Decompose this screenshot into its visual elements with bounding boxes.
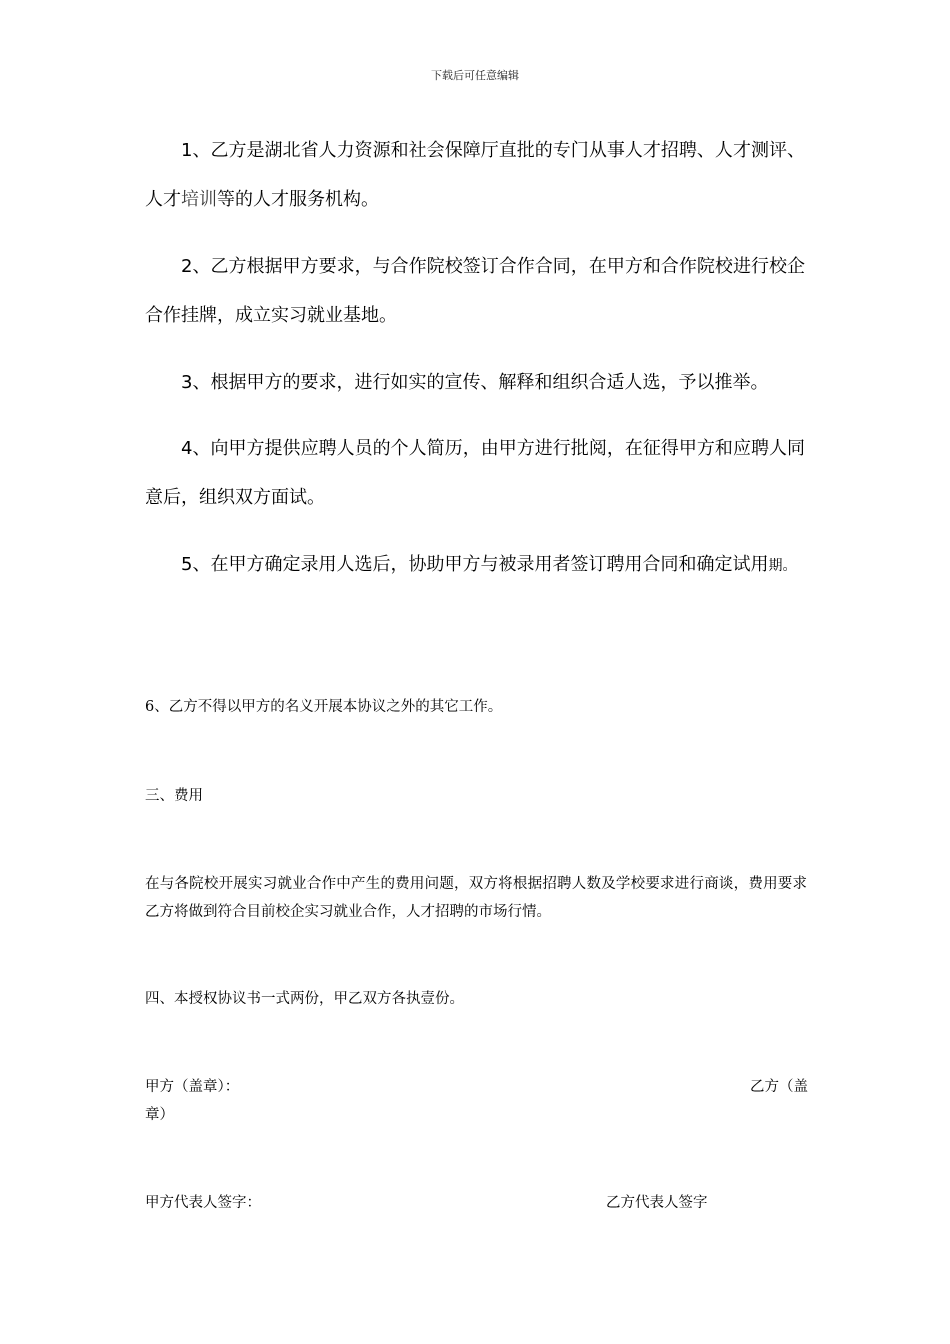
page-header-watermark: 下载后可任意编辑 [431, 69, 519, 82]
section-4-text: 四、本授权协议书一式两份，甲乙双方各执壹份。 [145, 991, 464, 1007]
clause-1-text-a: 1、乙方是湖北省人力资源和社会保障厅直批的专门从事人才招聘、人才测评、人才 [145, 140, 805, 210]
clause-1-text-c: 等的人才服务机构。 [217, 189, 379, 210]
clause-1-text-b: 培训 [181, 189, 217, 210]
section-3-body: 在与各院校开展实习就业合作中产生的费用问题，双方将根据招聘人数及学校要求进行商谈，费用要求乙方将做到符合目前校企实习就业合作，人才招聘的市场行情。 [145, 876, 807, 920]
clause-5 [145, 540, 805, 591]
clause-5-tail: 期。 [768, 558, 797, 574]
section-3-heading: 三、费用 [145, 788, 203, 804]
party-b-seal-label-continued: 章） [145, 1107, 174, 1123]
party-b-representative-signature-label: 乙方代表人签字 [606, 1195, 708, 1211]
clause-2: 2、乙方根据甲方要求，与合作院校签订合作合同，在甲方和合作院校进行校企合作挂牌，成立实习就业基地。 [145, 256, 805, 326]
party-a-representative-signature-label: 甲方代表人签字： [145, 1195, 261, 1211]
party-a-seal-label: 甲方（盖章）： [145, 1079, 240, 1095]
clause-3: 3、根据甲方的要求，进行如实的宣传、解释和组织合适人选，予以推举。 [181, 372, 769, 393]
clause-1 [145, 126, 805, 224]
clause-4: 4、向甲方提供应聘人员的个人简历，由甲方进行批阅，在征得甲方和应聘人同意后，组织双方面试。 [145, 438, 805, 508]
clause-6: 6、乙方不得以甲方的名义开展本协议之外的其它工作。 [145, 699, 503, 715]
clause-5-text: 5、在甲方确定录用人选后，协助甲方与被录用者签订聘用合同和确定试用 [181, 554, 769, 575]
party-b-seal-label: 乙方（盖 [750, 1079, 808, 1095]
